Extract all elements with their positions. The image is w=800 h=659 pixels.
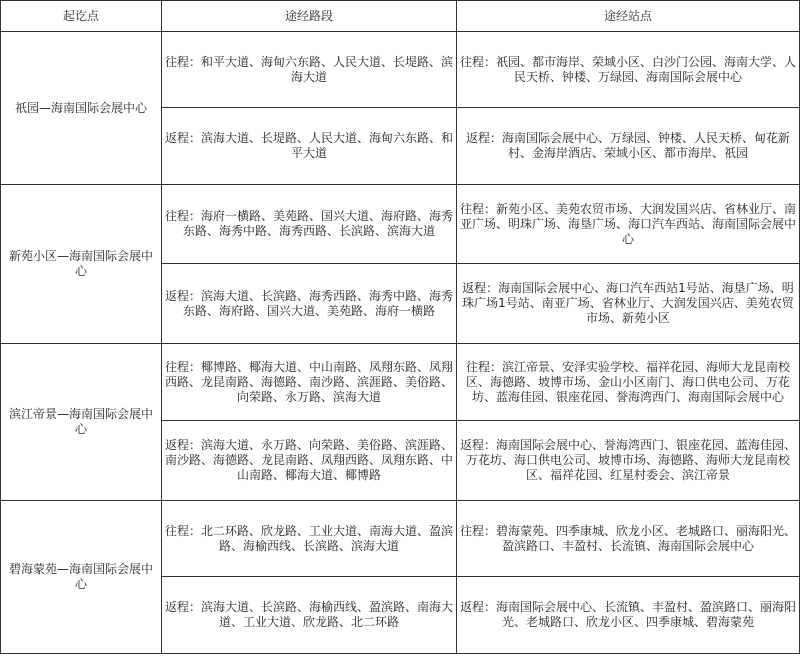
outbound-roads: 往程：海府一横路、美苑路、国兴大道、海府路、海秀东路、海秀中路、海秀西路、长滨路、滨海大道 <box>162 185 457 264</box>
return-stations: 返程：海南国际会展中心、长流镇、丰盈村、盈滨路口、丽海阳光、老城路口、欣龙小区、四季康城、碧海蒙苑 <box>457 577 800 654</box>
return-roads: 返程：滨海大道、永万路、向荣路、美俗路、滨涯路、南沙路、海德路、龙昆南路、凤翔西路、凤翔东路、中山南路、椰海大道、椰博路 <box>162 421 457 501</box>
route-name: 滨江帝景—海南国际会展中心 <box>1 344 162 501</box>
return-stations: 返程：海南国际会展中心、万绿园、钟楼、人民天桥、甸花新村、金海岸酒店、荣域小区、都市海岸、祇园 <box>457 108 800 185</box>
outbound-stations: 往程：新苑小区、美苑农贸市场、大润发国兴店、省林业厅、南亚广场、明珠广场、海垦广场、海口汽车西站、海南国际会展中心 <box>457 185 800 264</box>
return-stations: 返程：海南国际会展中心、海口汽车西站1号站、海垦广场、明珠广场1号站、南亚广场、省林业厅、大润发国兴店、美苑农贸市场、新苑小区 <box>457 264 800 344</box>
header-roads: 途经路段 <box>162 1 457 32</box>
return-roads: 返程：滨海大道、长堤路、人民大道、海甸六东路、和平大道 <box>162 108 457 185</box>
outbound-roads: 往程：和平大道、海甸六东路、人民大道、长堤路、滨海大道 <box>162 32 457 108</box>
return-stations: 返程：海南国际会展中心、誉海湾西门、银座花园、蓝海佳园、万花坊、海口供电公司、坡博市场、海德路、海师大龙昆南校区、福祥花园、红星村委会、滨江帝景 <box>457 421 800 501</box>
table-row <box>1 344 800 421</box>
outbound-stations: 往程：碧海蒙苑、四季康城、欣龙小区、老城路口、丽海阳光、盈滨路口、丰盈村、长流镇、海南国际会展中心 <box>457 501 800 577</box>
outbound-roads: 往程：北二环路、欣龙路、工业大道、南海大道、盈滨路、海榆西线、长滨路、滨海大道 <box>162 501 457 577</box>
header-stations: 途经站点 <box>457 1 800 32</box>
return-roads: 返程：滨海大道、长滨路、海秀西路、海秀中路、海秀东路、海府路、国兴大道、美苑路、海府一横路 <box>162 264 457 344</box>
table-row <box>1 185 800 264</box>
route-name: 祇园—海南国际会展中心 <box>1 32 162 185</box>
route-name: 碧海蒙苑—海南国际会展中心 <box>1 501 162 654</box>
outbound-roads: 往程：椰博路、椰海大道、中山南路、凤翔东路、凤翔西路、龙昆南路、海德路、南沙路、滨涯路、美俗路、向荣路、永万路、滨海大道 <box>162 344 457 421</box>
route-name: 新苑小区—海南国际会展中心 <box>1 185 162 344</box>
table-row <box>1 501 800 577</box>
header-start-end: 起讫点 <box>1 1 162 32</box>
return-roads: 返程：滨海大道、长滨路、海榆西线、盈滨路、南海大道、工业大道、欣龙路、北二环路 <box>162 577 457 654</box>
outbound-stations: 往程：祇园、都市海岸、荣域小区、白沙门公园、海南大学、人民天桥、钟楼、万绿园、海南国际会展中心 <box>457 32 800 108</box>
header-row <box>1 1 800 32</box>
outbound-stations: 往程：滨江帝景、安泽实验学校、福祥花园、海师大龙昆南校区、海德路、坡博市场、金山小区南门、海口供电公司、万花坊、蓝海佳园、银座花园、誉海湾西门、海南国际会展中心 <box>457 344 800 421</box>
table-row <box>1 32 800 108</box>
